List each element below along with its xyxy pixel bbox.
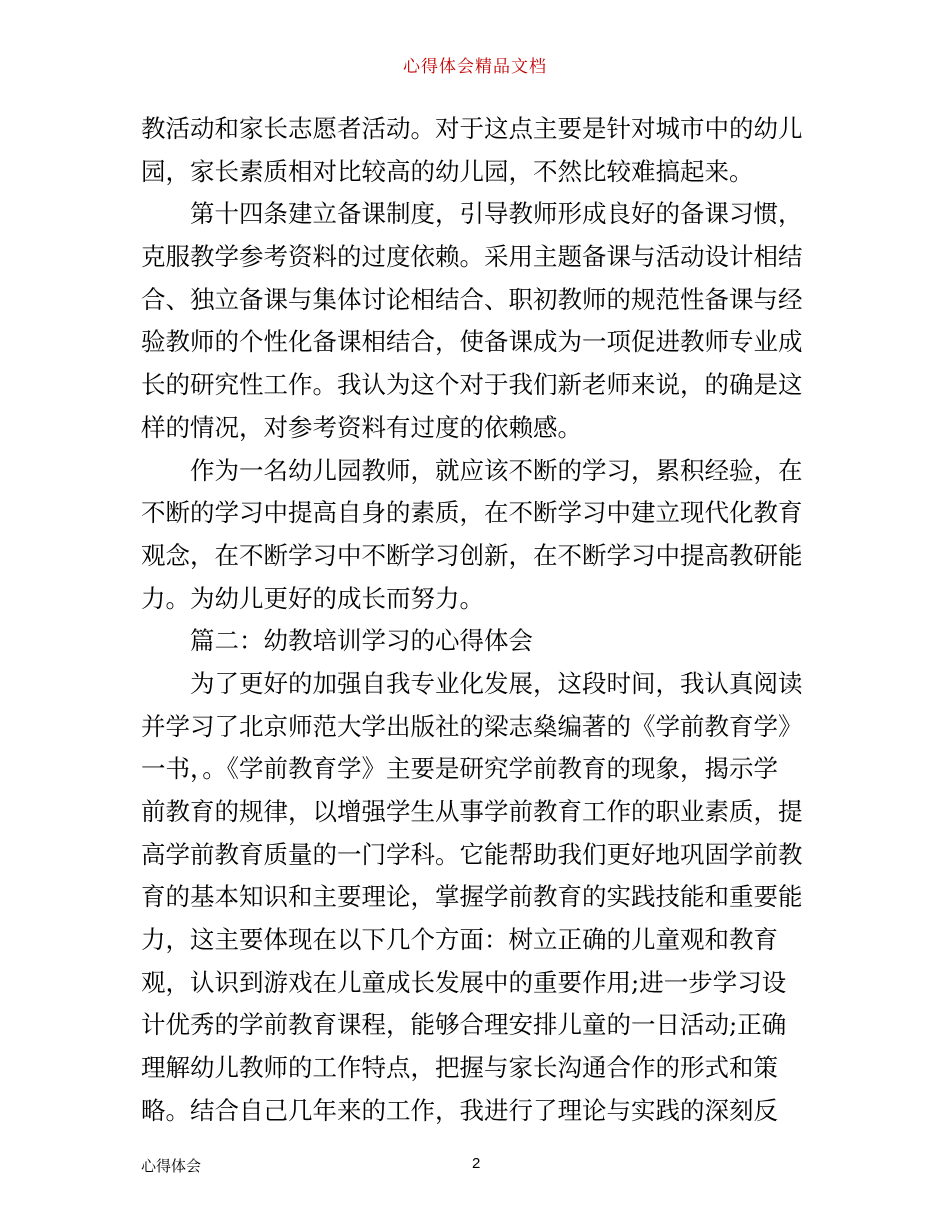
body-line: 并学习了北京师范大学出版社的梁志燊编著的《学前教育学》 [141, 711, 803, 741]
page-number: 2 [472, 1155, 481, 1172]
body-line: 力，这主要体现在以下几个方面：树立正确的儿童观和教育 [141, 925, 778, 955]
page-header-title: 心得体会精品文档 [403, 57, 547, 77]
body-line: 园，家长素质相对比较高的幼儿园，不然比较难搞起来。 [141, 156, 754, 186]
body-line: 前教育的规律，以增强学生从事学前教育工作的职业素质，提 [141, 797, 803, 826]
body-line: 高学前教育质量的一门学科。它能帮助我们更好地巩固学前教 [141, 839, 803, 869]
document-body [141, 108, 811, 1133]
body-line: 验教师的个性化备课相结合，使备课成为一项促进教师专业成 [141, 327, 803, 357]
body-line: 第十四条建立备课制度，引导教师形成良好的备课习惯， [190, 199, 803, 229]
footer-label: 心得体会 [141, 1157, 202, 1175]
body-line: 克服教学参考资料的过度依赖。采用主题备课与活动设计相结 [141, 242, 803, 272]
body-line: 合、独立备课与集体讨论相结合、职初教师的规范性备课与经 [141, 284, 803, 314]
body-line: 力。为幼儿更好的成长而努力。 [141, 583, 484, 613]
body-line: 观，认识到游戏在儿童成长发展中的重要作用;进一步学习设 [141, 967, 787, 997]
body-line: 长的研究性工作。我认为这个对于我们新老师来说，的确是这 [141, 370, 803, 400]
body-line: 育的基本知识和主要理论，掌握学前教育的实践技能和重要能 [141, 882, 803, 912]
body-line: 不断的学习中提高自身的素质，在不断学习中建立现代化教育 [141, 498, 803, 528]
body-line: 一书，。《学前教育学》主要是研究学前教育的现象，揭示学 [141, 754, 778, 784]
body-line: 为了更好的加强自我专业化发展，这段时间，我认真阅读 [190, 668, 803, 698]
body-line: 教活动和家长志愿者活动。对于这点主要是针对城市中的幼儿 [141, 114, 803, 143]
section-heading: 篇二：幼教培训学习的心得体会 [190, 626, 533, 656]
body-line: 作为一名幼儿园教师，就应该不断的学习，累积经验，在 [190, 455, 803, 485]
body-line: 略。结合自己几年来的工作，我进行了理论与实践的深刻反 [141, 1095, 778, 1125]
body-line: 计优秀的学前教育课程，能够合理安排儿童的一日活动;正确 [141, 1010, 787, 1040]
body-line: 理解幼儿教师的工作特点，把握与家长沟通合作的形式和策 [141, 1053, 778, 1083]
body-line: 观念，在不断学习中不断学习创新，在不断学习中提高教研能 [141, 540, 803, 570]
body-line: 样的情况，对参考资料有过度的依赖感。 [141, 412, 582, 442]
